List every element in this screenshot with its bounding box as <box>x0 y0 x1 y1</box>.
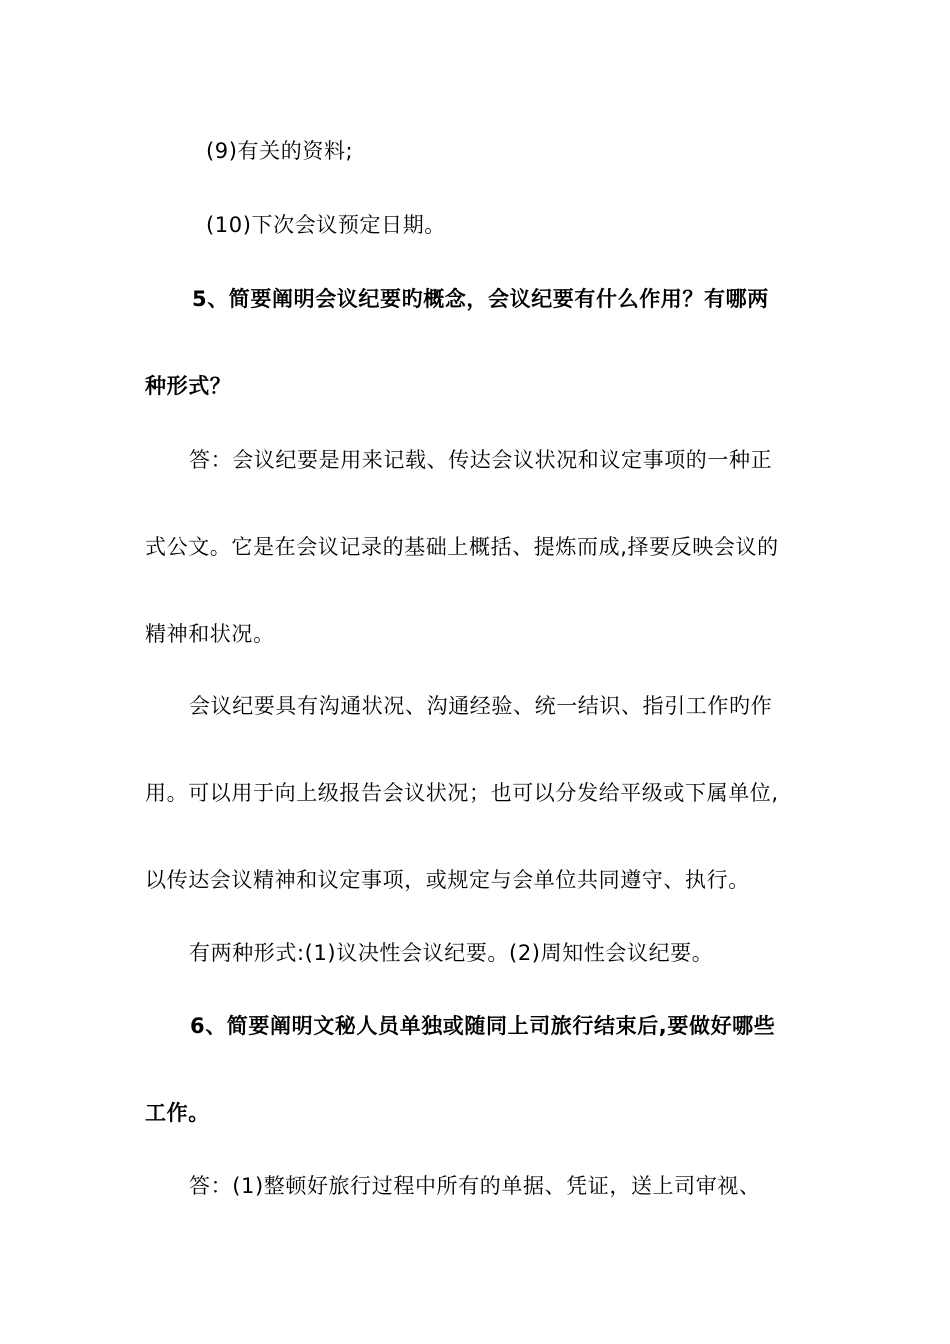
answer-5-paragraph-1: 答：会议纪要是用来记载、传达会议状况和议定事项的一种正 <box>189 448 773 472</box>
answer-5-paragraph-1-line-2: 式公文。它是在会议记录的基础上概括、提炼而成,择要反映会议的 <box>145 535 779 559</box>
question-6-heading: 6、简要阐明文秘人员单独或随同上司旅行结束后,要做好哪些 <box>190 1014 776 1038</box>
answer-5-paragraph-1-line-3: 精神和状况。 <box>145 622 275 646</box>
answer-5-paragraph-2-line-3: 以传达会议精神和议定事项，或规定与会单位共同遵守、执行。 <box>145 868 750 892</box>
answer-6-paragraph-1: 答：(1)整顿好旅行过程中所有的单据、凭证，送上司审视、 <box>189 1174 761 1198</box>
answer-5-paragraph-2-line-2: 用。可以用于向上级报告会议状况；也可以分发给平级或下属单位, <box>145 781 779 805</box>
question-5-heading-cont: 种形式？ <box>145 374 232 398</box>
list-item-9: (9)有关的资料; <box>206 139 354 163</box>
question-5-heading: 5、简要阐明会议纪要旳概念，会议纪要有什么作用？有哪两 <box>192 287 769 311</box>
answer-5-paragraph-3: 有两种形式:(1)议决性会议纪要。(2)周知性会议纪要。 <box>189 941 714 965</box>
answer-5-paragraph-2: 会议纪要具有沟通状况、沟通经验、统一结识、指引工作旳作 <box>189 694 773 718</box>
list-item-10: (10)下次会议预定日期。 <box>206 213 446 237</box>
question-6-heading-cont: 工作。 <box>145 1101 210 1125</box>
